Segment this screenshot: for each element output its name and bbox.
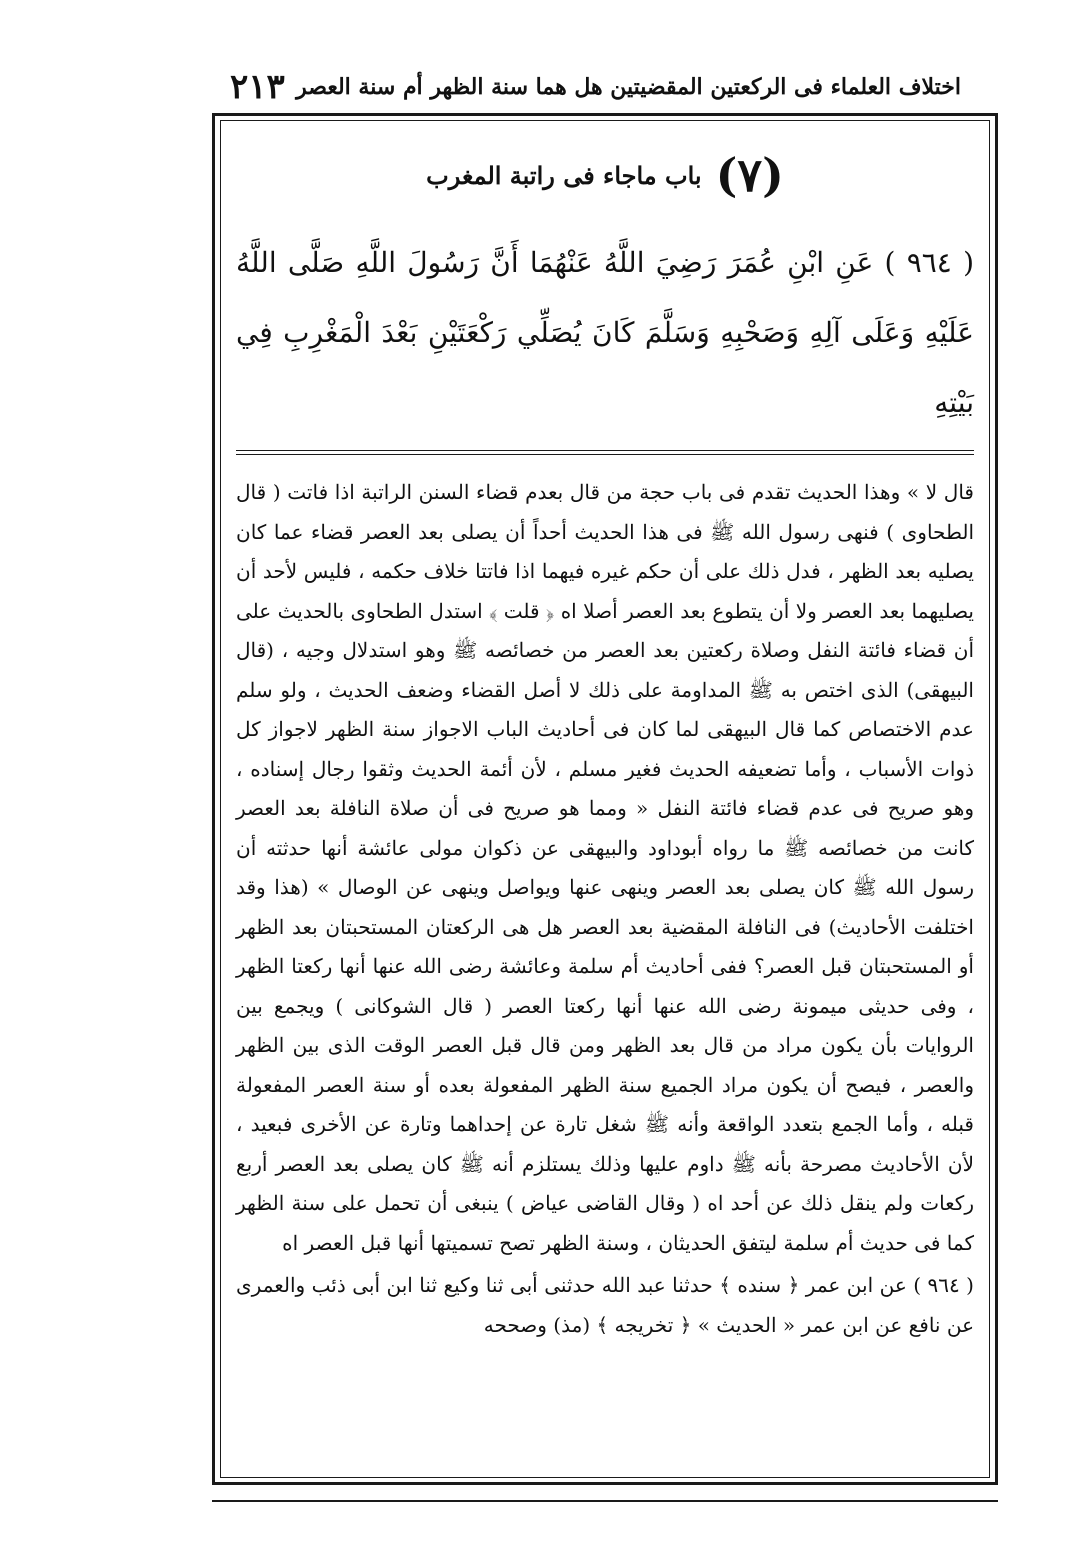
footnote-text: ( ٩٦٤ ) عن ابن عمر ﴿ سنده ﴾ حدثنا عبد الله حدثنى أبى ثنا وكيع ثنا ابن أبى ذئب والعمرى عن نافع عن ابن عمر « الحديث » ﴿ تخريجه ﴾ (مذ) وصححه — [236, 1273, 974, 1337]
chapter-heading — [232, 130, 978, 220]
bottom-rule — [212, 1500, 998, 1502]
commentary-text: قال لا » وهذا الحديث تقدم فى باب حجة من قال بعدم قضاء السنن الراتبة اذا فاتت ( قال الطحاوى ) فنهى رسول الله ﷺ فى هذا الحديث أحداً أن يصلى بعد العصر قضاء عما كان يصليه بعد الظهر ، فدل ذلك على أن حكم غيره فيهما اذا فاتتا خلاف حكمه ، فليس لأحد أن يصليهما بعد العصر ولا أن يتطوع بعد العصر أصلا اه ﴿ قلت ﴾ استدل الطحاوى بالحديث على أن قضاء فائتة النفل وصلاة ركعتين بعد العصر من خصائصه ﷺ وهو استدلال وجيه ، (قال البيهقى) الذى اختص به ﷺ المداومة على ذلك لا أصل القضاء وضعف الحديث ، ولو سلم عدم الاختصاص كما قال البيهقى لما كان فى أحاديث الباب الاجواز سنة الظهر لاجواز كل ذوات الأسباب ، وأما تضعيفه الحديث فغير مسلم ، لأن أئمة الحديث وثقوا رجال إسناده ، وهو صريح فى عدم قضاء فائتة النفل « ومما هو صريح فى أن صلاة النافلة بعد العصر كانت من خصائصه ﷺ ما رواه أبوداود والبيهقى عن ذكوان مولى عائشة أنها حدثته أن رسول الله ﷺ كان يصلى بعد العصر وينهى عنها ويواصل وينهى عن الوصال » (هذا وقد اختلفت الأحاديث) فى النافلة المقضية بعد العصر هل هى الركعتان المستحبتان بعد الظهر أو المستحبتان قبل العصر؟ ففى أحاديث أم سلمة وعائشة رضى الله عنها أنها ركعتا الظهر ، وفى حديثى ميمونة رضى الله عنها أنها ركعتا العصر ( قال الشوكانى ) ويجمع بين الروايات بأن يكون مراد من قال بعد الظهر ومن قال قبل العصر الوقت الذى بين الظهر والعصر ، فيصح أن يكون مراد الجميع سنة الظهر المفعولة بعده أو سنة العصر المفعولة قبله ، وأما الجمع بتعدد الواقعة وأنه ﷺ شغل تارة عن إحداهما وتارة عن الأخرى فبعيد ، لأن الأحاديث مصرحة بأنه ﷺ داوم عليها وذلك يستلزم أنه ﷺ كان يصلى بعد العصر أربع ركعات ولم ينقل ذلك عن أحد اه ( وقال القاضى عياض ) ينبغى أن تحمل على سنة الظهر كما فى حديث أم سلمة ليتفق الحديثان ، وسنة الظهر تصح تسميتها أنها قبل العصر اه — [236, 480, 974, 1255]
page-header — [230, 62, 961, 112]
page-content — [232, 130, 978, 1345]
running-title: اختلاف العلماء فى الركعتين المقضيتين هل هما سنة الظهر أم سنة العصر — [296, 74, 961, 100]
chapter-title: باب ماجاء فى راتبة المغرب — [426, 160, 702, 190]
hadith-text: ( ٩٦٤ ) عَنِ ابْنِ عُمَرَ رَضِيَ اللَّهُ عَنْهُمَا أَنَّ رَسُولَ اللَّهِ صَلَّى اللَّهُ عَلَيْهِ وَعَلَى آلِهِ وَصَحْبِهِ وَسَلَّمَ كَانَ يُصَلِّي رَكْعَتَيْنِ بَعْدَ الْمَغْرِبِ فِي بَيْتِهِ — [236, 246, 975, 419]
page-number: ٢١٣ — [230, 67, 285, 107]
chapter-number: (٧) — [715, 148, 784, 202]
commentary-section — [232, 473, 978, 1263]
section-divider — [236, 450, 974, 455]
